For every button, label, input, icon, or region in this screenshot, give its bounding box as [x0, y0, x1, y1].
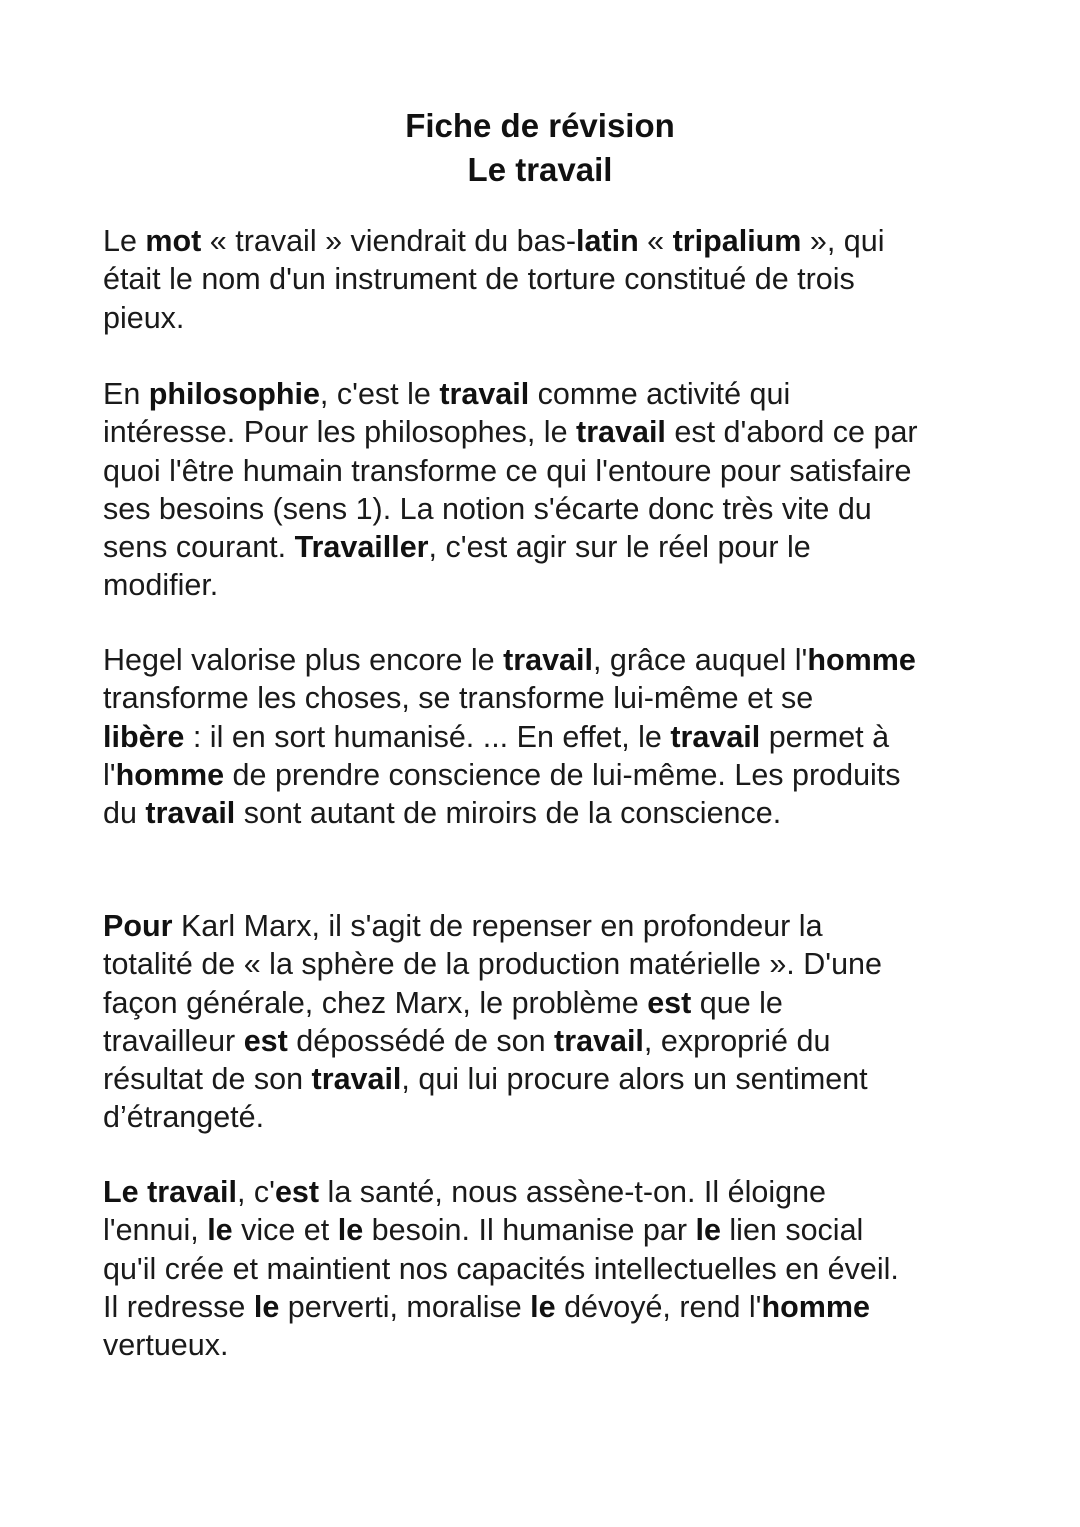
text-run: résultat de son [103, 1062, 312, 1097]
text-run: dévoyé, rend l' [555, 1289, 762, 1324]
text-line [103, 1022, 1003, 1060]
text-run: , exproprié du [643, 1023, 831, 1058]
text-line [103, 1098, 1003, 1136]
paragraph-marx [103, 907, 1003, 1137]
text-run: de prendre conscience de lui-même. Les produits [224, 757, 901, 792]
text-line [103, 260, 1003, 298]
text-line [103, 222, 1003, 260]
text-run: modifier. [103, 568, 219, 603]
text-run: vertueux. [103, 1328, 229, 1363]
bold-keyword: latin [576, 224, 639, 258]
text-run: l'ennui, [103, 1213, 208, 1248]
text-line [103, 1326, 1003, 1364]
text-run: dépossédé de son [287, 1023, 555, 1058]
text-line [103, 1250, 1003, 1288]
text-run: est d'abord ce par [665, 415, 918, 450]
text-run: que le [691, 985, 783, 1020]
text-line [103, 375, 1003, 413]
text-run: , grâce auquel l' [592, 643, 808, 677]
text-run: perverti, moralise [279, 1289, 531, 1324]
text-line [103, 1288, 1003, 1326]
text-run: comme activité qui [529, 377, 791, 411]
bold-keyword: est [274, 1175, 320, 1209]
text-run: « [638, 224, 673, 258]
text-line [103, 679, 1003, 717]
bold-keyword: Pour [103, 909, 173, 943]
text-run: Le [103, 224, 146, 258]
text-line [103, 794, 1003, 832]
text-line [103, 299, 1003, 337]
text-run: sens courant. [103, 530, 295, 565]
text-run: besoin. Il humanise par [363, 1213, 696, 1248]
text-line [103, 1173, 1003, 1211]
text-line [103, 641, 1003, 679]
text-line [103, 490, 1003, 528]
text-run: lien social [720, 1213, 864, 1248]
text-line [103, 945, 1003, 983]
text-run: travailleur [103, 1023, 244, 1058]
bold-keyword: tripalium [672, 224, 802, 258]
text-run: « travail » viendrait du bas- [201, 224, 576, 258]
bold-keyword: travail [554, 1023, 644, 1058]
bold-keyword: le [695, 1213, 721, 1248]
text-run: transforme les choses, se transforme lui-même et se [103, 681, 814, 716]
text-run: ses besoins (sens 1). La notion s'écarte donc très vite du [103, 491, 872, 526]
bold-keyword: travail [670, 719, 761, 754]
text-run: l' [103, 757, 116, 792]
text-run: , qui lui procure alors un sentiment [401, 1062, 868, 1097]
bold-keyword: le [530, 1289, 556, 1324]
bold-keyword: homme [115, 757, 225, 792]
text-run: , c'est le [319, 377, 440, 411]
bold-keyword: mot [145, 224, 202, 258]
text-line [103, 528, 1003, 566]
bold-keyword: travail [311, 1062, 402, 1097]
text-line [103, 1211, 1003, 1249]
text-line [103, 907, 1003, 945]
text-run: totalité de « la sphère de la production matérielle ». D'une [103, 947, 882, 982]
bold-keyword: travail [503, 643, 593, 677]
paragraph-work-health [103, 1173, 1003, 1364]
bold-keyword: travail [439, 377, 530, 411]
bold-keyword: est [647, 985, 692, 1020]
bold-keyword: homme [807, 643, 916, 677]
document-subtitle: Le travail [467, 151, 613, 188]
text-run: était le nom d'un instrument de torture constitué de trois [103, 262, 855, 297]
text-line [103, 1060, 1003, 1098]
text-run: vice et [232, 1213, 338, 1248]
text-run: sont autant de miroirs de la conscience. [235, 796, 782, 831]
document-title: Fiche de révision [405, 107, 675, 144]
text-run: la santé, nous assène-t-on. Il éloigne [319, 1175, 827, 1209]
bold-keyword: philosophie [148, 377, 320, 411]
text-run: », qui [801, 224, 885, 258]
text-run: façon générale, chez Marx, le problème [103, 985, 648, 1020]
bold-keyword: homme [761, 1289, 870, 1324]
text-run: du [103, 796, 146, 831]
bold-keyword: travail [145, 796, 236, 831]
text-run: , c' [236, 1175, 275, 1209]
text-run: d’étrangeté. [103, 1100, 265, 1135]
bold-keyword: libère [103, 719, 185, 754]
text-line [103, 984, 1003, 1022]
text-line [103, 566, 1003, 604]
bold-keyword: Travailler [294, 530, 429, 565]
text-run: , c'est agir sur le réel pour le [428, 530, 811, 565]
text-run: Il redresse [103, 1289, 254, 1324]
bold-keyword: Le travail [103, 1175, 237, 1209]
bold-keyword: travail [576, 415, 666, 450]
text-run: : il en sort humanisé. ... En effet, le [184, 719, 671, 754]
bold-keyword: le [207, 1213, 233, 1248]
text-run: permet à [760, 719, 890, 754]
text-run: pieux. [103, 300, 185, 335]
bold-keyword: le [253, 1289, 280, 1324]
text-run: Hegel valorise plus encore le [103, 643, 504, 677]
text-run: qu'il crée et maintient nos capacités intellectuelles en éveil. [103, 1251, 899, 1286]
text-run: En [103, 377, 149, 411]
text-run: quoi l'être humain transforme ce qui l'entoure pour satisfaire [103, 453, 912, 488]
text-line [103, 756, 1003, 794]
paragraph-philosophy [103, 375, 1003, 605]
text-line [103, 413, 1003, 451]
bold-keyword: est [243, 1023, 288, 1058]
text-run: intéresse. Pour les philosophes, le [103, 415, 577, 450]
paragraph-hegel [103, 641, 1003, 832]
text-run: Karl Marx, il s'agit de repenser en profondeur la [172, 909, 823, 943]
text-line [103, 452, 1003, 490]
bold-keyword: le [337, 1213, 364, 1248]
text-line [103, 718, 1003, 756]
paragraph-etymology [103, 222, 1003, 337]
